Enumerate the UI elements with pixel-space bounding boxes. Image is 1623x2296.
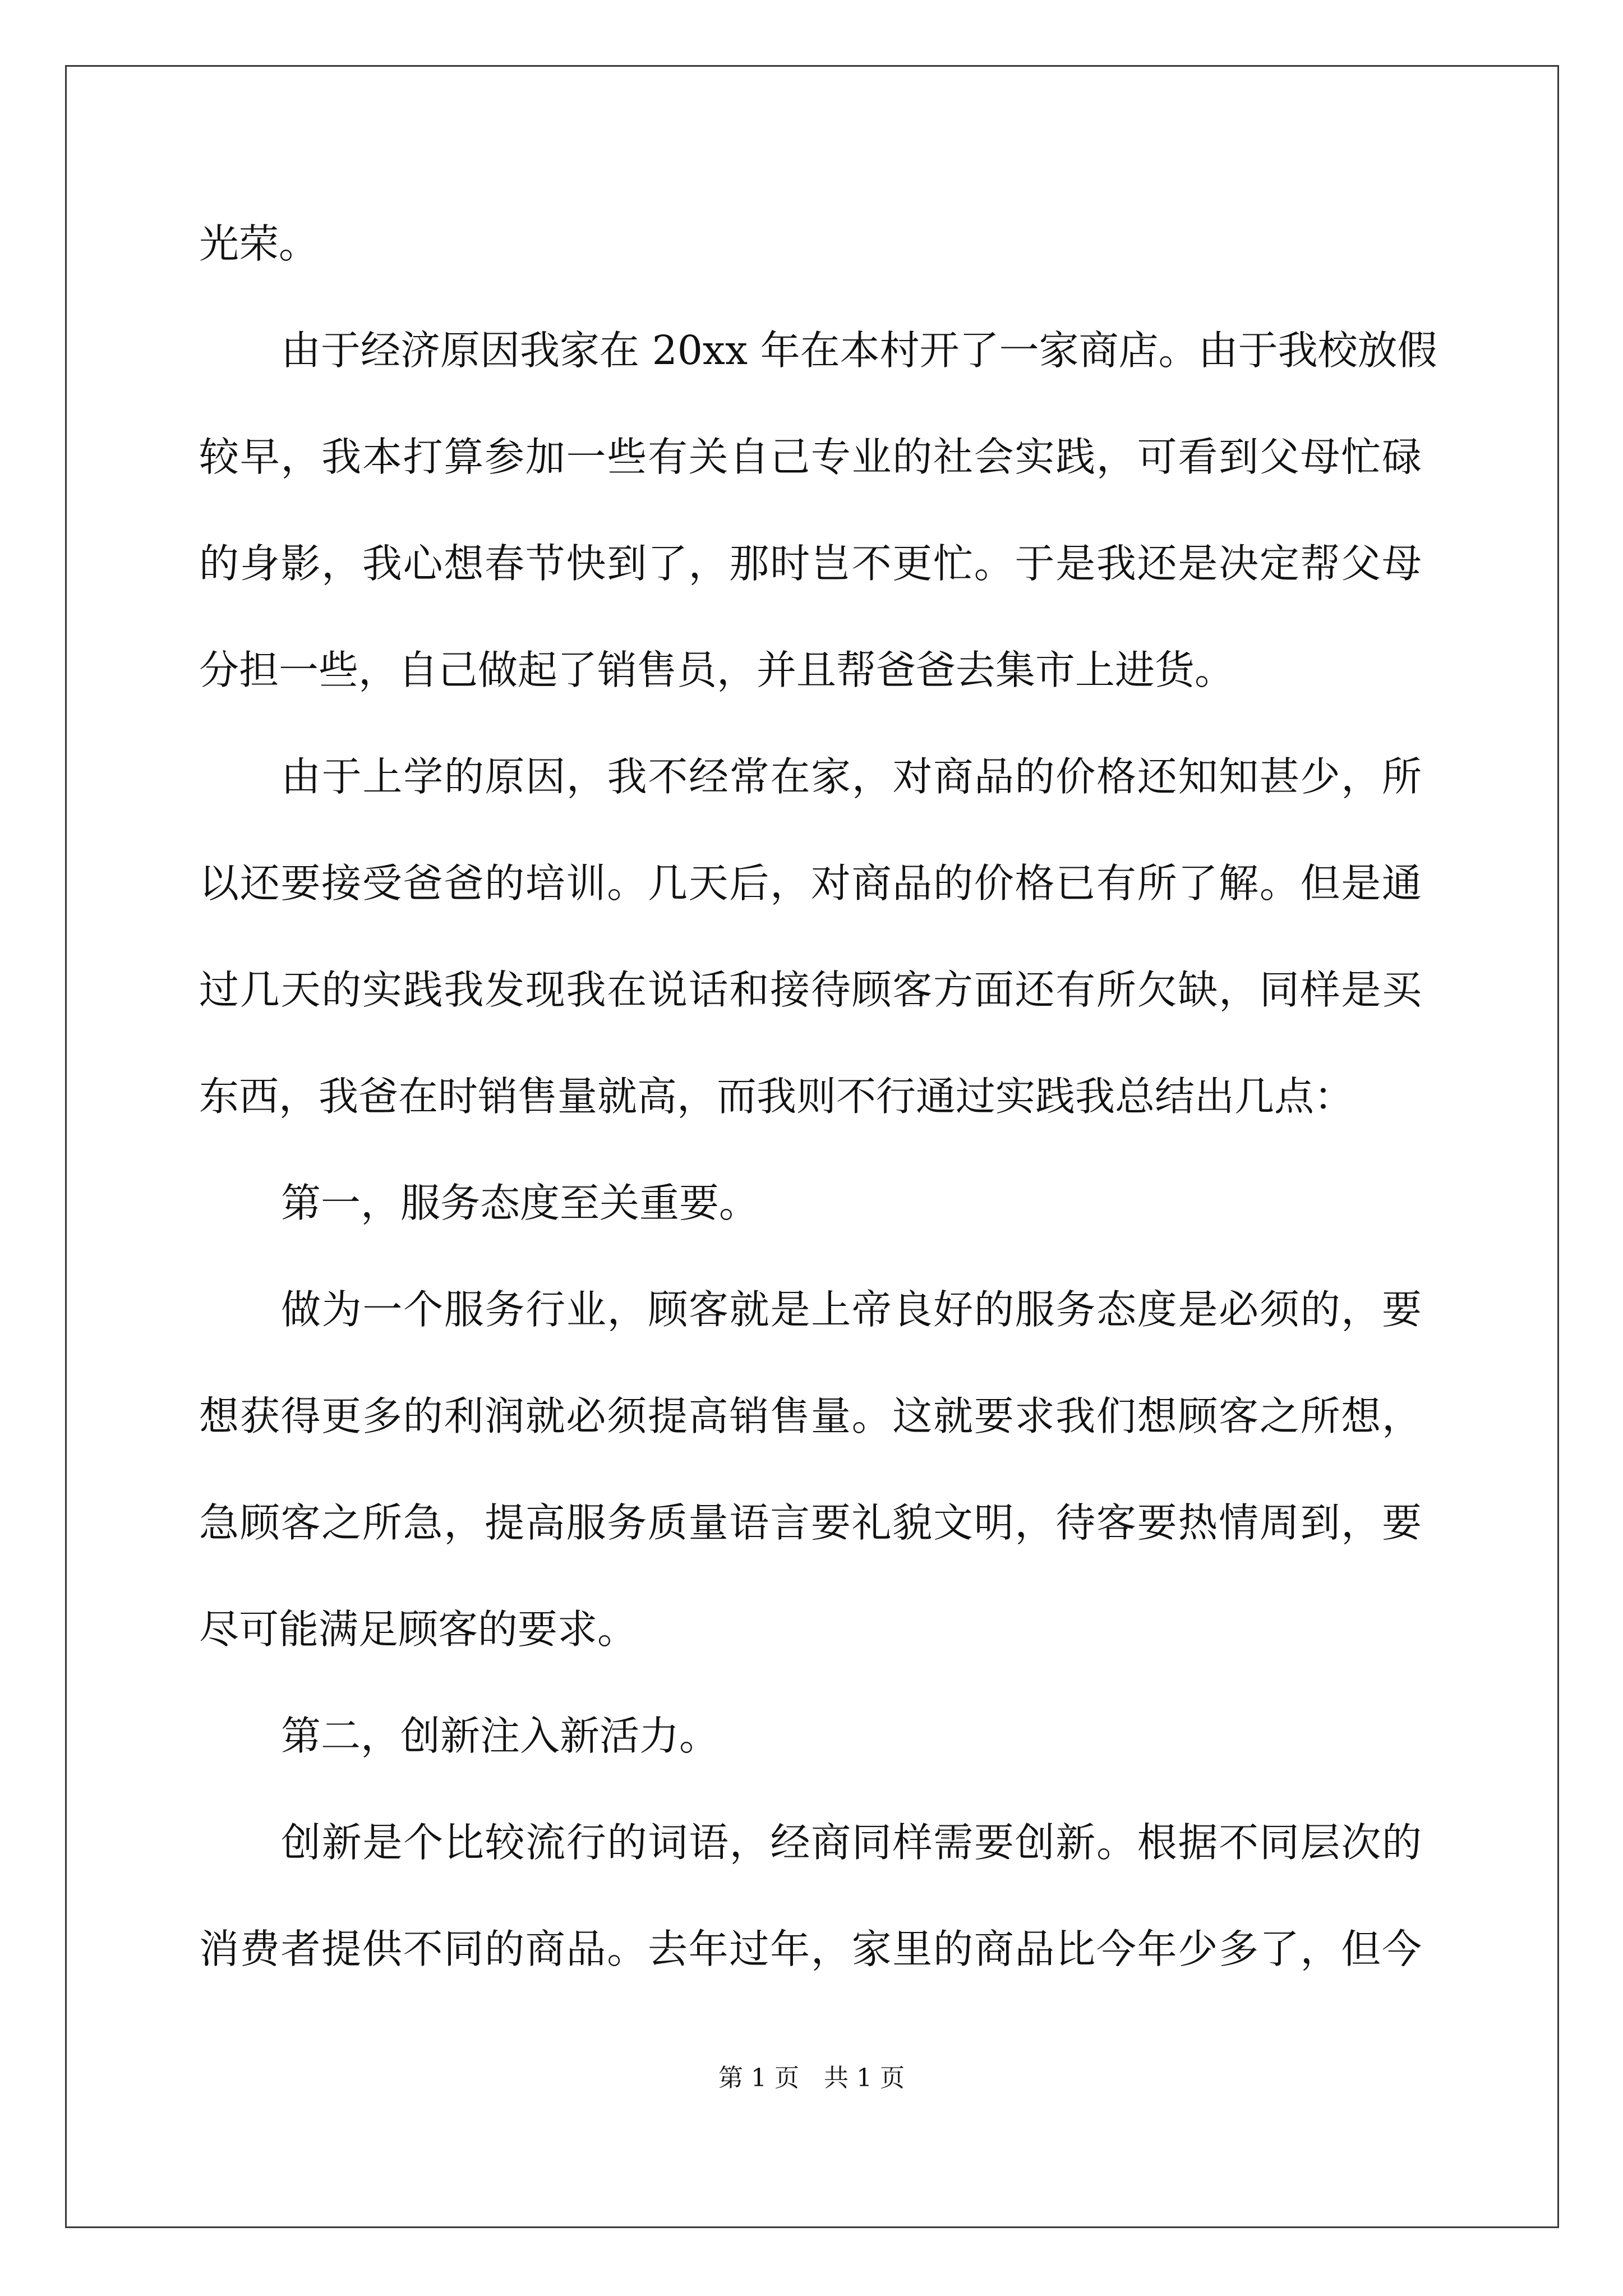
- paragraph-first-line: 由于经济原因我家在 20xx 年在本村开了一家商店。由于我校放假: [281, 327, 1437, 374]
- text-line: 想获得更多的利润就必须提高销售量。这就要求我们想顾客之所想，: [199, 1393, 1422, 1439]
- text-line: 分担一些，自己做起了销售员，并且帮爸爸去集市上进货。: [199, 647, 1235, 693]
- text-line: 光荣。: [199, 220, 319, 267]
- paragraph-first-line: 由于上学的原因，我不经常在家，对商品的价格还知知甚少，所: [281, 753, 1422, 800]
- text-line: 尽可能满足顾客的要求。: [199, 1606, 638, 1653]
- text-line: 过几天的实践我发现我在说话和接待顾客方面还有所欠缺，同样是买: [199, 967, 1422, 1013]
- paragraph-first-line: 创新是个比较流行的词语，经商同样需要创新。根据不同层次的: [281, 1819, 1422, 1866]
- paragraph-first-line: 第二，创新注入新活力。: [281, 1713, 720, 1759]
- page-number: 第 1 页: [718, 2064, 799, 2092]
- text-line: 以还要接受爸爸的培训。几天后，对商品的价格已有所了解。但是通: [199, 860, 1422, 907]
- page-footer: [0, 2058, 1623, 2093]
- paragraph-first-line: 做为一个服务行业，顾客就是上帝良好的服务态度是必须的，要: [281, 1286, 1422, 1333]
- text-line: 东西，我爸在时销售量就高，而我则不行通过实践我总结出几点：: [199, 1073, 1354, 1120]
- text-line: 的身影，我心想春节快到了，那时岂不更忙。于是我还是决定帮父母: [199, 540, 1422, 587]
- text-line: 消费者提供不同的商品。去年过年，家里的商品比今年少多了，但今: [199, 1926, 1422, 1972]
- total-pages: 共 1 页: [824, 2064, 905, 2092]
- text-line: 急顾客之所急，提高服务质量语言要礼貌文明，待客要热情周到，要: [199, 1499, 1422, 1546]
- text-line: 较早，我本打算参加一些有关自己专业的社会实践，可看到父母忙碌: [199, 434, 1422, 480]
- document-body: [199, 191, 1437, 2003]
- paragraph-first-line: 第一，服务态度至关重要。: [281, 1180, 759, 1226]
